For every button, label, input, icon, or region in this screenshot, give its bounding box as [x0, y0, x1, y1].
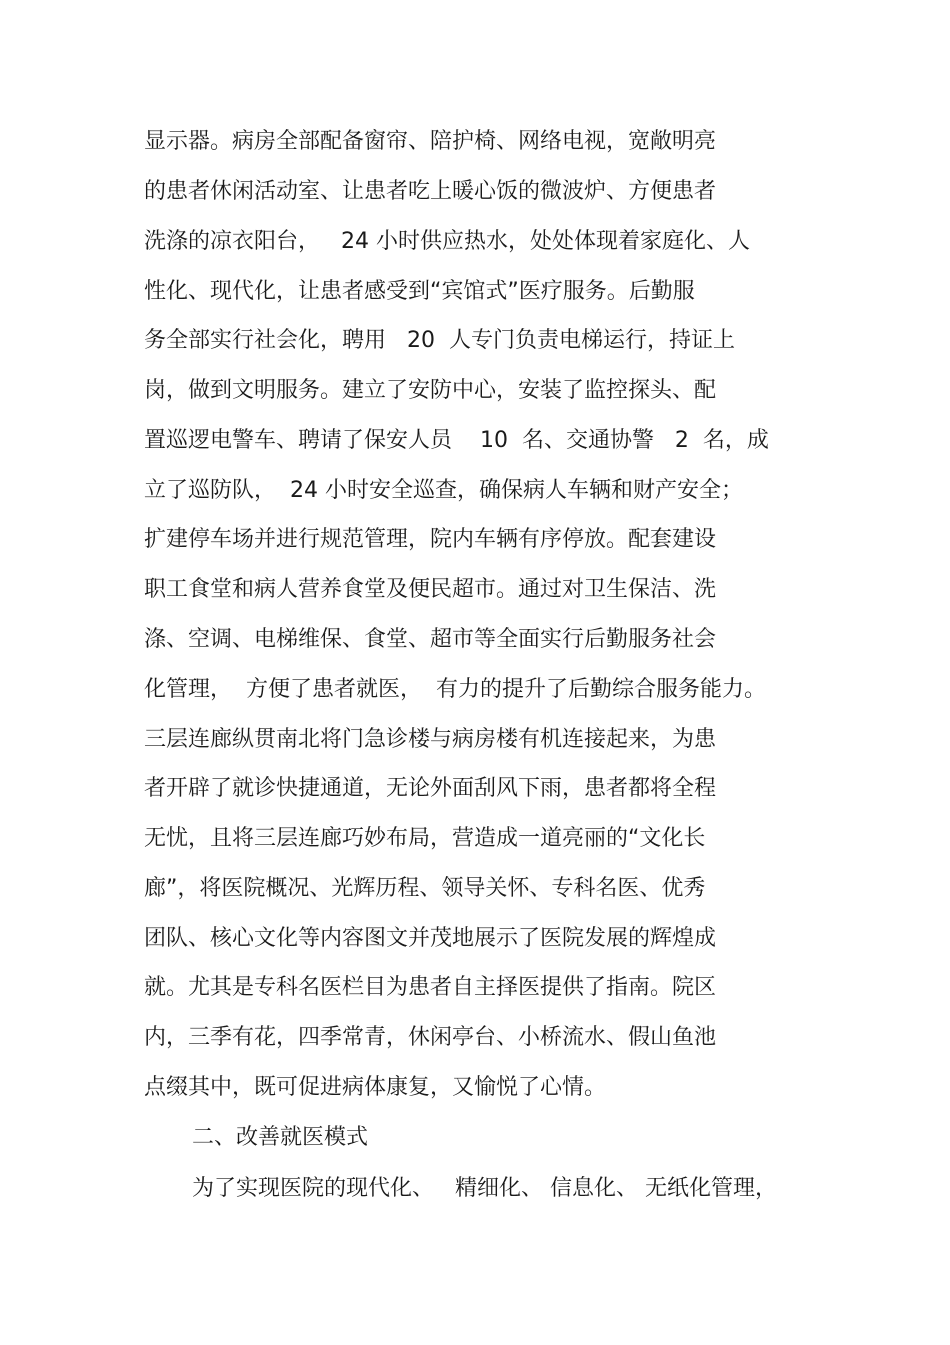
text-line: 无忧，且将三层连廊巧妙布局，营造成一道亮丽的“文化长	[144, 826, 706, 851]
text-line: 置巡逻电警车、聘请了保安人员 10 名、交通协警 2 名，成	[144, 428, 769, 453]
text-line: 显示器。病房全部配备窗帘、陪护椅、网络电视，宽敞明亮	[144, 129, 717, 154]
text-line: 团队、核心文化等内容图文并茂地展示了医院发展的辉煌成	[144, 926, 717, 951]
text-line: 立了巡防队， 24 小时安全巡查，确保病人车辆和财产安全；	[144, 478, 743, 503]
text-line: 内，三季有花，四季常青，休闲亭台、小桥流水、假山鱼池	[144, 1025, 717, 1050]
text-line: 岗，做到文明服务。建立了安防中心，安装了监控探头、配	[144, 378, 717, 403]
text-line: 务全部实行社会化，聘用 20 人专门负责电梯运行，持证上	[144, 328, 735, 353]
text-line: 性化、现代化，让患者感受到“宾馆式”医疗服务。后勤服	[144, 279, 695, 304]
text-line: 三层连廊纵贯南北将门急诊楼与病房楼有机连接起来，为患	[144, 727, 717, 752]
text-line: 扩建停车场并进行规范管理，院内车辆有序停放。配套建设	[144, 527, 717, 552]
text-line: 的患者休闲活动室、让患者吃上暖心饭的微波炉、方便患者	[144, 179, 717, 204]
text-line: 职工食堂和病人营养食堂及便民超市。通过对卫生保洁、洗	[144, 577, 717, 602]
text-line: 就。尤其是专科名医栏目为患者自主择医提供了指南。院区	[144, 975, 717, 1000]
text-line: 廊”，将医院概况、光辉历程、领导关怀、专科名医、优秀	[144, 876, 706, 901]
text-line: 者开辟了就诊快捷通道，无论外面刮风下雨，患者都将全程	[144, 776, 717, 801]
text-line: 点缀其中，既可促进病体康复，又愉悦了心情。	[144, 1075, 607, 1100]
text-line: 洗涤的凉衣阳台， 24 小时供应热水，处处体现着家庭化、人	[144, 229, 750, 254]
paragraph-line: 为了实现医院的现代化、 精细化、 信息化、 无纸化管理，	[192, 1176, 777, 1201]
text-line: 涤、空调、电梯维保、食堂、超市等全面实行后勤服务社会	[144, 627, 717, 652]
text-line: 化管理， 方便了患者就医， 有力的提升了后勤综合服务能力。	[144, 677, 766, 702]
section-heading: 二、改善就医模式	[192, 1125, 369, 1150]
